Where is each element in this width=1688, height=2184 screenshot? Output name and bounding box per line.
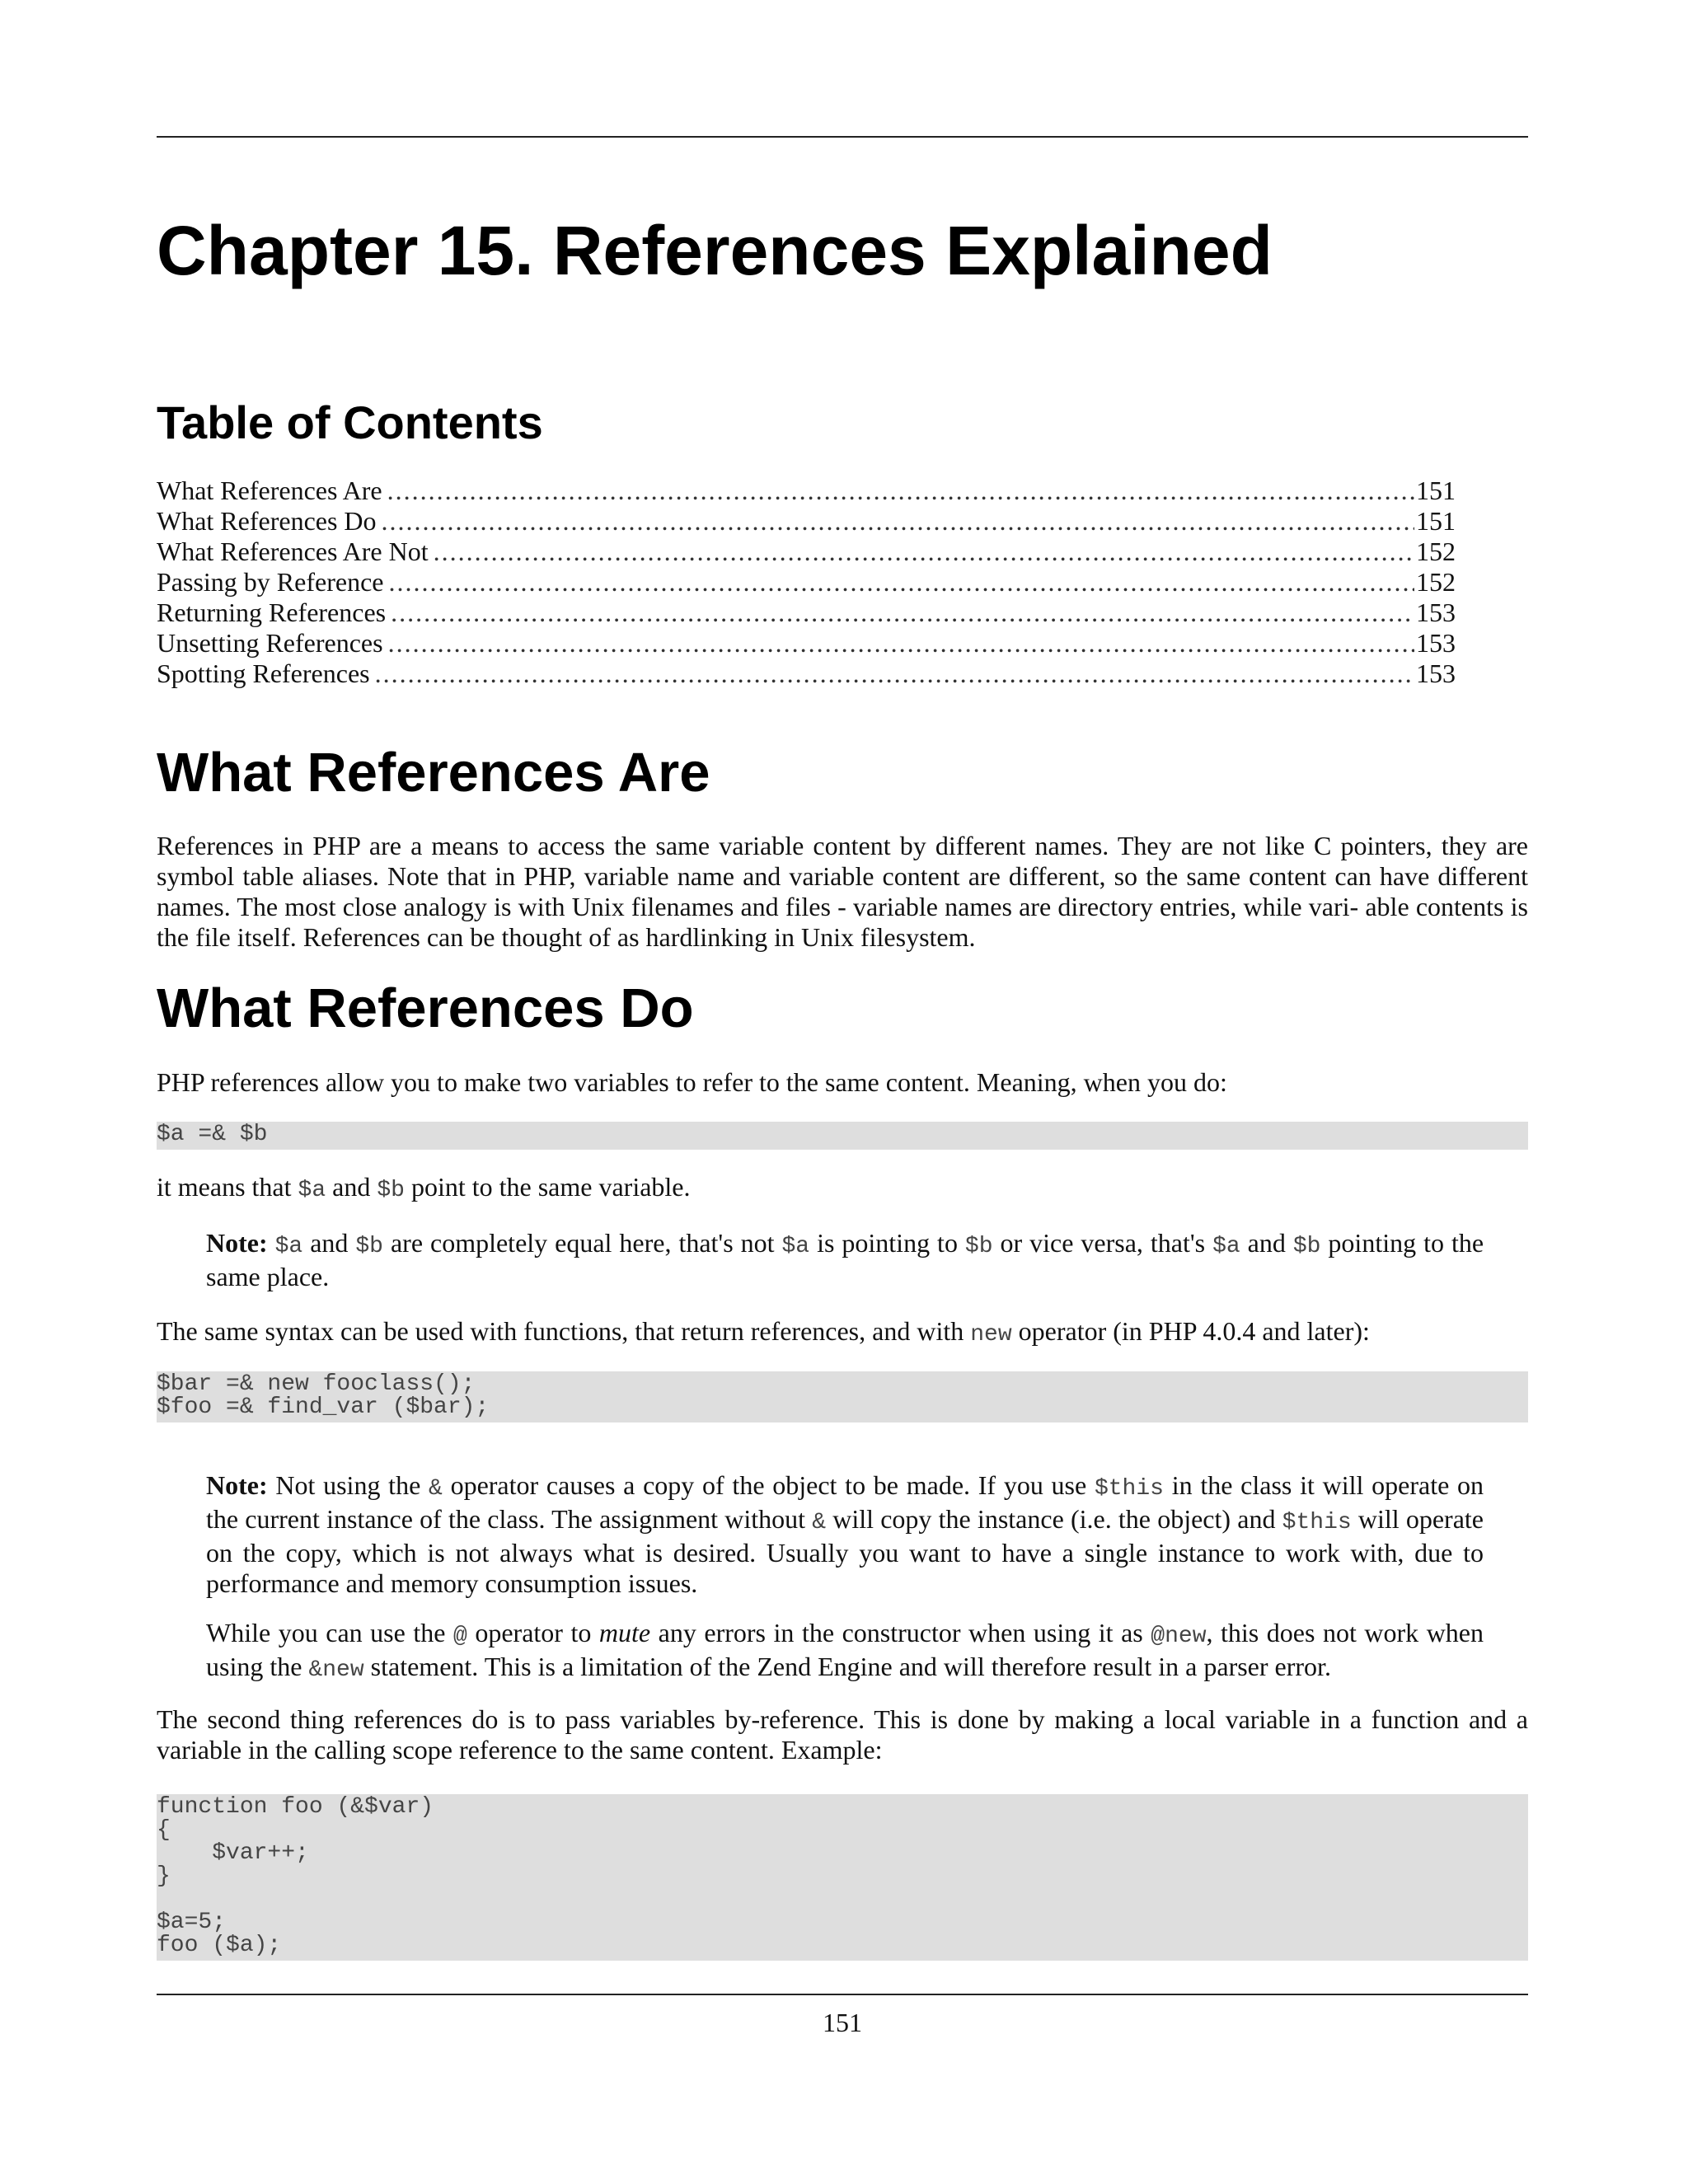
note-label: Note: bbox=[206, 1228, 268, 1258]
section-heading-what-references-do: What References Do bbox=[157, 977, 694, 1039]
toc-entry-page: 152 bbox=[1416, 537, 1456, 566]
paragraph-references-definition: References in PHP are a means to access the same variable content by different names. They are not like C pointers, they are symbol table aliases. Note that in PHP, variable name and variable content are different, so the same content can have different names. The most close analogy is with Unix filenames and files - variable names are directory entries, while vari- able contents is the file itself. References can be thought of as hardlinking in Unix filesystem. bbox=[157, 831, 1528, 952]
header-rule bbox=[157, 136, 1528, 138]
code-block-assign-reference: $a =& $b bbox=[157, 1122, 1528, 1150]
paragraph-pass-by-reference: The second thing references do is to pass variables by-reference. This is done by making a local variable in a function and a variable in the calling scope reference to the same content. Example: bbox=[157, 1704, 1528, 1765]
toc-entry-what-references-are[interactable] bbox=[157, 476, 1456, 506]
toc-leader bbox=[434, 537, 1414, 567]
toc-entry-unsetting-references[interactable] bbox=[157, 628, 1456, 658]
paragraph-do-intro: PHP references allow you to make two variables to refer to the same content. Meaning, when you do: bbox=[157, 1067, 1227, 1097]
toc-entry-passing-by-reference[interactable] bbox=[157, 567, 1456, 598]
toc-entry-page: 153 bbox=[1416, 598, 1456, 627]
note-completely-equal: Note: $a and $b are completely equal here, that's not $a is pointing to $b or vice versa, that's $a and $b pointing to the same place. bbox=[206, 1228, 1484, 1291]
paragraph-point-same-variable: it means that $a and $b point to the same variable. bbox=[157, 1172, 691, 1203]
toc-leader bbox=[382, 506, 1414, 537]
toc-leader bbox=[375, 658, 1414, 689]
paragraph-same-syntax: The same syntax can be used with functions, that return references, and with new operator (in PHP 4.0.4 and later): bbox=[157, 1316, 1370, 1347]
toc-leader bbox=[391, 598, 1414, 628]
toc-entry-label: What References Do bbox=[157, 506, 377, 536]
note-copy-of-object: Note: Not using the & operator causes a copy of the object to be made. If you use $this in the class it will operate on the current instance of the class. The assignment without & will copy the instance (i.e. the object) and $this will operate on the copy, which is not always what is desired. Usually you want to have a single instance to work with, due to performance and memory consumption issues. bbox=[206, 1470, 1484, 1598]
toc-entry-label: Unsetting References bbox=[157, 628, 383, 658]
section-heading-what-references-are: What References Are bbox=[157, 742, 710, 804]
toc-leader bbox=[388, 567, 1414, 598]
code-block-function-example: function foo (&$var) { $var++; } $a=5; foo ($a); bbox=[157, 1794, 1528, 1961]
toc-entry-page: 152 bbox=[1416, 567, 1456, 597]
toc-entry-page: 151 bbox=[1416, 506, 1456, 536]
toc-entry-what-references-do[interactable] bbox=[157, 506, 1456, 537]
footer-rule bbox=[157, 1994, 1528, 1995]
code-block-new-reference: $bar =& new fooclass(); $foo =& find_var ($bar); bbox=[157, 1371, 1528, 1422]
page-number: 151 bbox=[823, 2008, 862, 2037]
note-mute-errors: While you can use the @ operator to mute any errors in the constructor when using it as @new, this does not work when using the &new statement. This is a limitation of the Zend Engine and will therefore result in a parser error. bbox=[206, 1618, 1484, 1683]
document-page bbox=[157, 0, 1528, 2184]
toc-leader bbox=[387, 476, 1414, 506]
toc-entry-returning-references[interactable] bbox=[157, 598, 1456, 628]
toc-entry-label: Spotting References bbox=[157, 658, 370, 688]
toc-entry-label: What References Are bbox=[157, 476, 382, 505]
toc-entry-page: 153 bbox=[1416, 628, 1456, 658]
chapter-title: Chapter 15. References Explained bbox=[157, 212, 1273, 289]
toc-entry-what-references-are-not[interactable] bbox=[157, 537, 1456, 567]
toc-title: Table of Contents bbox=[157, 396, 543, 448]
toc-entry-label: Passing by Reference bbox=[157, 567, 384, 597]
toc-leader bbox=[388, 628, 1414, 658]
table-of-contents bbox=[157, 476, 1456, 689]
toc-entry-page: 153 bbox=[1416, 658, 1456, 688]
toc-entry-label: What References Are Not bbox=[157, 537, 429, 566]
toc-entry-page: 151 bbox=[1416, 476, 1456, 505]
note-label: Note: bbox=[206, 1470, 268, 1500]
toc-entry-label: Returning References bbox=[157, 598, 387, 627]
toc-entry-spotting-references[interactable] bbox=[157, 658, 1456, 689]
